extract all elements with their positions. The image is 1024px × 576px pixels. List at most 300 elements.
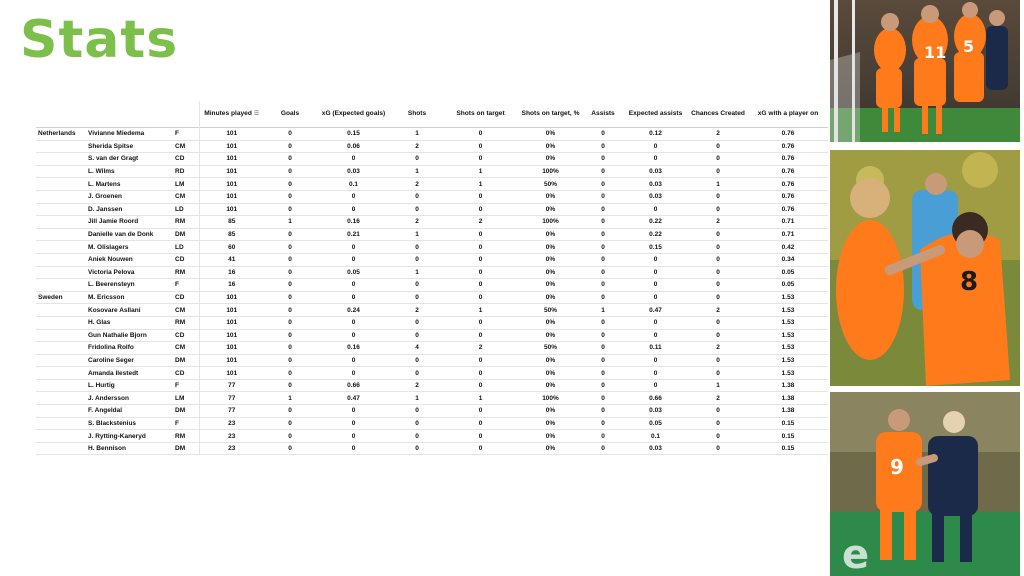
assists-cell: 0 (601, 432, 605, 440)
goals-cell: 0 (288, 256, 292, 264)
shots-cell: 0 (415, 256, 419, 264)
player-name-cell: Victoria Pelova (88, 268, 135, 276)
minutes-played-cell: 77 (199, 405, 264, 418)
xg-cell: 0.21 (347, 231, 360, 239)
expected-assists-cell: 0.66 (649, 394, 662, 402)
goals-cell: 0 (288, 180, 292, 188)
assists-cell: 0 (601, 155, 605, 163)
expected-assists-cell: 0.03 (649, 180, 662, 188)
shots-on-target-cell: 2 (478, 218, 483, 226)
shots-cell: 1 (415, 130, 419, 138)
shots-cell: 0 (415, 369, 419, 377)
sort-icon[interactable]: ☰ (253, 111, 260, 118)
xg-cell: 0 (351, 205, 356, 213)
expected-assists-cell: 0 (653, 142, 658, 150)
position-cell: CD (175, 369, 185, 377)
minutes-played-cell: 77 (199, 392, 264, 405)
minutes-played-cell: 85 (199, 216, 264, 229)
expected-assists-cell: 0 (653, 382, 658, 390)
xg-with-player-on-cell: 0.76 (781, 193, 795, 201)
minutes-played-cell: 101 (199, 367, 264, 380)
shots-on-target-cell: 0 (478, 407, 483, 415)
shots-cell: 1 (415, 394, 419, 402)
expected-assists-cell: 0 (653, 155, 658, 163)
goals-cell: 0 (288, 419, 292, 427)
player-name-cell: Caroline Seger (88, 356, 134, 364)
chances-created-cell: 2 (716, 130, 720, 138)
chances-created-cell: 0 (716, 294, 720, 302)
xg-with-player-on-cell: 0.42 (781, 243, 795, 251)
goals-cell: 0 (288, 344, 292, 352)
xg-cell: 0.06 (347, 142, 360, 150)
goals-cell: 0 (288, 407, 292, 415)
team-cell (36, 266, 86, 279)
minutes-played-cell: 77 (199, 379, 264, 392)
chances-created-cell: 0 (716, 155, 720, 163)
expected-assists-cell: 0.47 (649, 306, 662, 314)
team-cell (36, 430, 86, 443)
shots-on-target-header[interactable]: Shots on target (456, 110, 505, 118)
match-action-illustration (830, 392, 1020, 576)
chances-created-cell: 0 (716, 243, 720, 251)
goals-cell: 0 (288, 331, 292, 339)
shots-on-target-pct-cell: 0% (545, 445, 556, 453)
goals-cell: 0 (288, 369, 292, 377)
chances-created-header[interactable]: Chances Created (691, 110, 745, 118)
table-row (36, 417, 828, 430)
shots-on-target-cell: 0 (478, 205, 483, 213)
table-row (36, 153, 828, 166)
shots-on-target-pct-cell: 0% (545, 432, 556, 440)
shots-on-target-pct-cell: 0% (545, 155, 556, 163)
shots-cell: 0 (415, 294, 419, 302)
position-cell: F (175, 382, 179, 390)
goals-cell: 0 (288, 294, 292, 302)
expected-assists-cell: 0 (653, 319, 658, 327)
photo-player-celebration (830, 150, 1020, 386)
minutes-played-header[interactable] (199, 101, 264, 128)
player-name-cell: Amanda Ilestedt (88, 369, 139, 377)
assists-cell: 0 (601, 218, 605, 226)
expected-assists-cell: 0.12 (649, 130, 662, 138)
expected-assists-cell: 0 (653, 256, 658, 264)
minutes-played-label: Minutes played (204, 110, 252, 118)
player-name-cell: M. Olislagers (88, 243, 129, 251)
shots-on-target-cell: 0 (478, 331, 483, 339)
position-cell: F (175, 130, 179, 138)
xg-header[interactable]: xG (Expected goals) (321, 110, 386, 118)
shots-on-target-pct-cell: 0% (545, 205, 556, 213)
jersey-number-5: 5 (963, 37, 975, 56)
minutes-played-cell: 101 (199, 329, 264, 342)
player-name-cell: M. Ericsson (88, 294, 125, 302)
shots-on-target-pct-cell: 0% (545, 193, 556, 201)
xg-cell: 0.03 (347, 168, 360, 176)
team-cell: Netherlands (38, 130, 76, 138)
xg-with-player-on-cell: 0.76 (781, 130, 795, 138)
chances-created-cell: 0 (716, 142, 720, 150)
expected-assists-header[interactable]: Expected assists (628, 110, 683, 118)
team-cell (36, 316, 86, 329)
xg-with-player-on-cell: 0.76 (781, 168, 795, 176)
shots-cell: 0 (415, 407, 419, 415)
shots-on-target-pct-cell: 0% (545, 319, 556, 327)
team-cell (36, 165, 86, 178)
minutes-played-cell: 101 (199, 203, 264, 216)
goals-cell: 1 (288, 218, 292, 226)
xg-with-player-on-cell: 1.38 (781, 394, 795, 402)
table-row (36, 241, 828, 254)
minutes-played-cell: 41 (199, 253, 264, 266)
xg-with-player-on-cell: 0.34 (781, 256, 795, 264)
position-cell: CD (175, 256, 185, 264)
chances-created-cell: 0 (716, 319, 720, 327)
expected-assists-cell: 0.03 (649, 168, 662, 176)
table-row (36, 342, 828, 355)
position-cell: CM (175, 344, 186, 352)
table-row (36, 165, 828, 178)
minutes-played-cell: 85 (199, 228, 264, 241)
goals-header[interactable]: Goals (280, 110, 300, 118)
player-name-cell: L. Beerensteyn (88, 281, 135, 289)
assists-cell: 0 (601, 344, 605, 352)
position-cell: CM (175, 306, 186, 314)
table-row (36, 316, 828, 329)
shots-cell: 0 (415, 243, 419, 251)
expected-assists-cell: 0.03 (649, 407, 662, 415)
minutes-played-cell: 60 (199, 241, 264, 254)
shots-on-target-pct-cell: 0% (545, 130, 556, 138)
assists-cell: 0 (601, 445, 605, 453)
photo-team-celebration (830, 0, 1020, 142)
expected-assists-cell: 0.03 (649, 445, 662, 453)
xg-with-player-on-cell: 0.76 (781, 155, 795, 163)
player-name-cell: J. Groenen (88, 193, 122, 201)
minutes-played-cell: 101 (199, 291, 264, 304)
xg-cell: 0 (351, 256, 356, 264)
player-name-cell: H. Bennison (88, 445, 126, 453)
chances-created-cell: 0 (716, 268, 720, 276)
chances-created-cell: 0 (716, 432, 720, 440)
shots-on-target-pct-cell: 0% (545, 407, 556, 415)
shots-on-target-cell: 2 (478, 344, 483, 352)
team-cell (36, 216, 86, 229)
team-cell (36, 405, 86, 418)
shots-on-target-pct-cell: 0% (545, 231, 556, 239)
minutes-played-cell: 16 (199, 266, 264, 279)
xg-with-player-on-cell: 1.53 (781, 331, 795, 339)
chances-created-cell: 0 (716, 168, 720, 176)
goals-cell: 0 (288, 306, 292, 314)
minutes-played-cell: 101 (199, 153, 264, 166)
shots-on-target-pct-cell: 0% (545, 142, 556, 150)
shots-on-target-cell: 0 (478, 382, 483, 390)
xg-cell: 0.16 (347, 344, 360, 352)
expected-assists-cell: 0 (653, 281, 658, 289)
minutes-played-cell: 101 (199, 190, 264, 203)
player-name-cell: Aniek Nouwen (88, 256, 133, 264)
player-name-cell: Jill Jamie Roord (88, 218, 139, 226)
chances-created-cell: 1 (716, 180, 720, 188)
shots-on-target-cell: 0 (478, 281, 483, 289)
position-header (171, 101, 199, 128)
shots-on-target-pct-cell: 0% (545, 281, 556, 289)
chances-created-cell: 2 (716, 394, 720, 402)
table-row (36, 178, 828, 191)
xg-cell: 0.16 (347, 218, 360, 226)
assists-cell: 0 (601, 130, 605, 138)
xg-with-player-on-cell: 0.76 (781, 142, 795, 150)
xg-with-player-on-cell: 1.53 (781, 344, 795, 352)
shots-on-target-pct-cell: 100% (542, 394, 559, 402)
goals-cell: 0 (288, 193, 292, 201)
player-name-cell: Sherida Spitse (88, 142, 134, 150)
shots-cell: 1 (415, 231, 419, 239)
xg-cell: 0.47 (347, 394, 360, 402)
player-name-cell: J. Andersson (88, 394, 129, 402)
xg-cell: 0 (351, 356, 356, 364)
table-row (36, 430, 828, 443)
shots-cell: 0 (415, 193, 419, 201)
xg-cell: 0 (351, 193, 356, 201)
shots-on-target-cell: 0 (478, 419, 483, 427)
minutes-played-cell: 101 (199, 316, 264, 329)
shots-cell: 0 (415, 445, 419, 453)
player-name-cell: Gun Nathalie Bjorn (88, 331, 147, 339)
player-name-cell: H. Glas (88, 319, 111, 327)
shots-on-target-pct-cell: 0% (545, 243, 556, 251)
assists-header[interactable]: Assists (591, 110, 615, 118)
team-cell (36, 190, 86, 203)
xg-cell: 0 (351, 155, 356, 163)
table-row (36, 304, 828, 317)
table-row (36, 140, 828, 153)
chances-created-cell: 0 (716, 231, 720, 239)
shots-cell: 2 (415, 306, 419, 314)
chances-created-cell: 0 (716, 369, 720, 377)
xg-cell: 0 (351, 243, 356, 251)
shots-cell: 0 (415, 331, 419, 339)
table-row (36, 379, 828, 392)
team-cell (36, 442, 86, 455)
xg-with-player-on-cell: 1.53 (781, 306, 795, 314)
position-cell: RD (175, 168, 185, 176)
assists-cell: 0 (601, 407, 605, 415)
expected-assists-cell: 0 (653, 331, 658, 339)
team-cell (36, 241, 86, 254)
shots-on-target-pct-cell: 0% (545, 268, 556, 276)
position-cell: RM (175, 319, 186, 327)
photo-match-action (830, 392, 1020, 576)
shots-cell: 2 (415, 180, 419, 188)
team-cell (36, 178, 86, 191)
shots-cell: 2 (415, 382, 419, 390)
goals-cell: 0 (288, 168, 292, 176)
xg-with-player-on-cell: 0.15 (781, 432, 795, 440)
shots-on-target-pct-cell: 0% (545, 331, 556, 339)
goals-cell: 0 (288, 130, 292, 138)
table-row (36, 329, 828, 342)
position-cell: DM (175, 231, 186, 239)
team-cell (36, 417, 86, 430)
goals-cell: 0 (288, 281, 292, 289)
shots-on-target-pct-header[interactable]: Shots on target, % (521, 110, 580, 118)
shots-cell: 0 (415, 205, 419, 213)
xg-with-player-on-cell: 0.05 (781, 281, 795, 289)
goals-cell: 0 (288, 356, 292, 364)
minutes-played-cell: 101 (199, 354, 264, 367)
xg-with-player-on-cell: 1.53 (781, 369, 795, 377)
player-name-cell: Kosovare Asllani (88, 306, 141, 314)
assists-cell: 0 (601, 356, 605, 364)
assists-cell: 1 (601, 306, 605, 314)
minutes-played-cell: 23 (199, 417, 264, 430)
minutes-played-cell: 101 (199, 165, 264, 178)
xg-with-player-on-cell: 0.05 (781, 268, 795, 276)
expected-assists-cell: 0.05 (649, 419, 662, 427)
shots-cell: 4 (415, 344, 419, 352)
shots-on-target-cell: 0 (478, 294, 483, 302)
goals-cell: 0 (288, 205, 292, 213)
shots-on-target-cell: 0 (478, 130, 483, 138)
team-cell (36, 153, 86, 166)
assists-cell: 0 (601, 180, 605, 188)
position-cell: DM (175, 407, 186, 415)
shots-on-target-cell: 1 (478, 394, 483, 402)
shots-cell: 0 (415, 319, 419, 327)
xg-cell: 0.1 (348, 180, 359, 188)
chances-created-cell: 0 (716, 331, 720, 339)
xg-with-player-on-header[interactable]: xG with a player on (757, 110, 819, 118)
shots-on-target-cell: 0 (478, 319, 483, 327)
assists-cell: 0 (601, 281, 605, 289)
player-name-cell: Vivianne Miedema (88, 130, 145, 138)
chances-created-cell: 0 (716, 193, 720, 201)
xg-with-player-on-cell: 0.15 (781, 419, 795, 427)
team-cell (36, 253, 86, 266)
team-cell (36, 140, 86, 153)
chances-created-cell: 0 (716, 407, 720, 415)
minutes-played-cell: 101 (199, 128, 264, 141)
table-row (36, 203, 828, 216)
assists-cell: 0 (601, 319, 605, 327)
shots-on-target-cell: 0 (478, 243, 483, 251)
team-cell (36, 379, 86, 392)
xg-cell: 0 (351, 294, 356, 302)
shots-on-target-cell: 0 (478, 268, 483, 276)
xg-cell: 0 (351, 445, 356, 453)
shots-on-target-cell: 0 (478, 445, 483, 453)
shots-cell: 0 (415, 419, 419, 427)
xg-cell: 0 (351, 407, 356, 415)
position-cell: F (175, 419, 179, 427)
table-row (36, 253, 828, 266)
shots-cell: 0 (415, 281, 419, 289)
shots-on-target-cell: 0 (478, 155, 483, 163)
team-cell (36, 367, 86, 380)
table-row (36, 442, 828, 455)
assists-cell: 0 (601, 294, 605, 302)
shots-on-target-cell: 1 (478, 306, 483, 314)
assists-cell: 0 (601, 394, 605, 402)
xg-with-player-on-cell: 0.15 (781, 445, 795, 453)
player-name-cell: J. Rytting-Kaneryd (88, 432, 146, 440)
expected-assists-cell: 0.22 (649, 231, 662, 239)
expected-assists-cell: 0.15 (649, 243, 662, 251)
xg-with-player-on-cell: 0.76 (781, 180, 795, 188)
minutes-played-cell: 16 (199, 279, 264, 292)
goals-cell: 0 (288, 268, 292, 276)
assists-cell: 0 (601, 419, 605, 427)
shots-cell: 0 (415, 155, 419, 163)
assists-cell: 0 (601, 231, 605, 239)
xg-with-player-on-cell: 0.71 (781, 231, 795, 239)
shots-on-target-pct-cell: 0% (545, 294, 556, 302)
team-cell (36, 329, 86, 342)
shots-on-target-pct-cell: 50% (543, 344, 557, 352)
shots-on-target-cell: 0 (478, 356, 483, 364)
minutes-played-cell: 101 (199, 178, 264, 191)
minutes-played-cell: 101 (199, 342, 264, 355)
position-cell: CM (175, 193, 186, 201)
chances-created-cell: 0 (716, 281, 720, 289)
goals-cell: 0 (288, 142, 292, 150)
jersey-number-9: 9 (890, 455, 904, 479)
chances-created-cell: 1 (716, 382, 720, 390)
position-cell: CD (175, 294, 185, 302)
shots-on-target-pct-cell: 0% (545, 382, 556, 390)
team-cell: Sweden (38, 294, 63, 302)
expected-assists-cell: 0.03 (649, 193, 662, 201)
shots-on-target-cell: 0 (478, 231, 483, 239)
jersey-number-11: 11 (924, 43, 947, 62)
xg-cell: 0 (351, 331, 356, 339)
expected-assists-cell: 0 (653, 356, 658, 364)
shots-cell: 1 (415, 168, 419, 176)
chances-created-cell: 0 (716, 356, 720, 364)
minutes-played-cell: 101 (199, 304, 264, 317)
shots-on-target-cell: 0 (478, 256, 483, 264)
shots-header[interactable]: Shots (407, 110, 427, 118)
table-row (36, 367, 828, 380)
expected-assists-cell: 0 (653, 268, 658, 276)
assists-cell: 0 (601, 243, 605, 251)
player-name-cell: F. Angeldal (88, 407, 123, 415)
xg-with-player-on-cell: 0.76 (781, 205, 795, 213)
shots-on-target-pct-cell: 100% (542, 168, 559, 176)
shots-cell: 2 (415, 218, 419, 226)
stats-table-container (36, 101, 828, 455)
shots-on-target-cell: 0 (478, 369, 483, 377)
xg-cell: 0 (351, 319, 356, 327)
player-name-cell: Danielle van de Donk (88, 231, 154, 239)
xg-with-player-on-cell: 1.38 (781, 407, 795, 415)
team-cell (36, 392, 86, 405)
team-cell (36, 203, 86, 216)
table-row (36, 354, 828, 367)
celebration-illustration (830, 0, 1020, 142)
xg-cell: 0.66 (347, 382, 360, 390)
table-row (36, 216, 828, 229)
chances-created-cell: 0 (716, 445, 720, 453)
shots-on-target-pct-cell: 100% (542, 218, 559, 226)
goals-cell: 0 (288, 432, 292, 440)
shots-on-target-pct-cell: 0% (545, 256, 556, 264)
jersey-number-8: 8 (960, 267, 979, 297)
xg-cell: 0 (351, 432, 356, 440)
shots-on-target-pct-cell: 50% (543, 180, 557, 188)
shots-cell: 1 (415, 268, 419, 276)
